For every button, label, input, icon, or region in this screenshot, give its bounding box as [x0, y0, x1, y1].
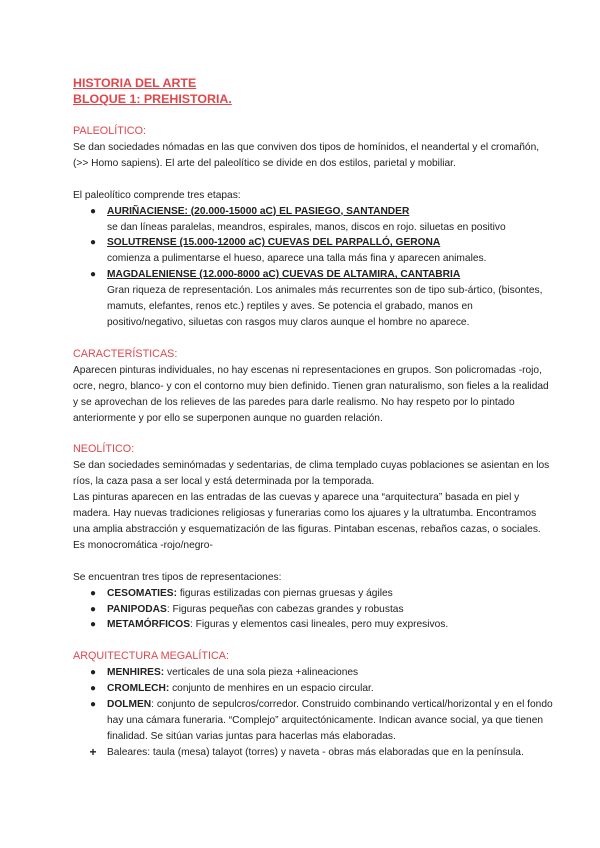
list-item: [73, 665, 553, 681]
paleolitico-stages-intro: El paleolítico comprende tres etapas:: [73, 189, 241, 201]
list-item: [73, 204, 553, 236]
section-neolitico: [73, 442, 553, 633]
type-term: CESOMATIES:: [107, 587, 177, 599]
item-term: MENHIRES:: [107, 667, 165, 679]
stage-name: AURIÑACIENSE: (20.000-15000 aC) EL PASIEGO, SANTANDER: [107, 205, 410, 217]
type-description: figuras estilizadas con piernas gruesas y ágiles: [177, 587, 393, 599]
title-line-2: BLOQUE 1: PREHISTORIA.: [73, 92, 232, 106]
list-item: [73, 267, 553, 331]
list-item: [73, 617, 553, 633]
neolitico-paragraph-1: Se dan sociedades seminómadas y sedentarias, de clima templado cuyas poblaciones se asientan en los ríos, la caza pasa a ser local y está determinada por la temporada.: [73, 460, 550, 488]
stage-name: SOLUTRENSE (15.000-12000 aC) CUEVAS DEL PARPALLÓ, GERONA: [107, 237, 441, 249]
caracteristicas-text: Aparecen pinturas individuales, no hay escenas ni representaciones en grupos. Son policromadas -rojo, ocre, negro, blanco- y con el contorno muy bien definido. Tienen gran naturalismo, son fieles a la realidad y se aprovechan de los relieves de las paredes para darle realismo. No hay respeto por lo pintado anteriormente y por ello se superponen aunque no guarden relación.: [73, 364, 549, 424]
bullet-icon: ●: [89, 587, 97, 599]
bullet-icon: ●: [89, 667, 97, 679]
stage-description: comienza a pulimentarse el hueso, aparece una talla más fina y aparecen animales.: [107, 253, 487, 265]
megalitica-list: [73, 665, 553, 760]
neolitico-types-intro: Se encuentran tres tipos de representaciones:: [73, 571, 282, 583]
document-title: [73, 75, 553, 107]
item-description: verticales de una sola pieza +alineaciones: [164, 667, 359, 679]
item-description: conjunto de menhires en un espacio circular.: [169, 683, 374, 695]
paleolitico-stages-list: [73, 204, 553, 331]
heading-caracteristicas: CARACTERÍSTICAS:: [73, 347, 178, 360]
bullet-icon: ●: [89, 619, 97, 631]
plus-icon: +: [89, 744, 97, 759]
item-term: DOLMEN: [107, 699, 152, 711]
list-item: [73, 745, 553, 761]
bullet-icon: ●: [89, 269, 97, 281]
item-description: : conjunto de sepulcros/corredor. Construido combinando vertical/horizontal y en el fondo hay una cámara funeraria. “Complejo” arquitectónicamente. Indican avance social, ya que tienen finalidad. Se sitúan varias juntas para hacerlas más elaboradas.: [107, 699, 553, 742]
heading-paleolitico: PALEOLÍTICO:: [73, 125, 146, 137]
list-item: [73, 697, 553, 745]
section-paleolitico: [73, 124, 553, 331]
bullet-icon: ●: [89, 683, 97, 695]
list-item: [73, 681, 553, 697]
stage-description: Gran riqueza de representación. Los animales más recurrentes son de tipo sub-ártico, (bisontes, mamuts, elefantes, renos etc.) reptiles y aves. Se potencia el grabado, manos en positivo/negativo, siluetas con rasgos muy claros aunque el hombre no aparece.: [107, 285, 543, 328]
heading-arquitectura-megalitica: ARQUITECTURA MEGALÍTICA:: [73, 650, 229, 663]
list-item: [73, 235, 553, 267]
stage-name: MAGDALENIENSE (12.000-8000 aC) CUEVAS DE ALTAMIRA, CANTABRIA: [107, 269, 461, 281]
type-term: PANIPODAS: [107, 603, 167, 615]
baleares-item: Baleares: taula (mesa) talayot (torres) y naveta - obras más elaboradas que en la península.: [107, 746, 524, 758]
section-caracteristicas: [73, 347, 553, 427]
stage-description: se dan líneas paralelas, meandros, espirales, manos, discos en rojo. siluetas en positivo: [107, 221, 506, 233]
bullet-icon: ●: [89, 237, 97, 249]
heading-neolitico: NEOLÍTICO:: [73, 443, 135, 456]
bullet-icon: ●: [89, 603, 97, 615]
section-arquitectura-megalitica: [73, 649, 553, 760]
document-body: [73, 75, 553, 761]
item-term: CROMLECH:: [107, 683, 170, 695]
type-description: : Figuras y elementos casi lineales, pero muy expresivos.: [190, 619, 449, 631]
neolitico-types-list: [73, 586, 553, 634]
neolitico-paragraph-2: Las pinturas aparecen en las entradas de las cuevas y aparece una “arquitectura” basada en piel y madera. Hay nuevas tradiciones religiosas y funerarias como los ajuares y la ultratumba. Encontramos una amplia abstracción y esquematización de las figuras. Pintaban escenas, rebaños cazas, o sociales. Es monocromática -rojo/negro-: [73, 492, 541, 551]
list-item: [73, 602, 553, 618]
bullet-icon: ●: [89, 205, 97, 217]
type-term: METAMÓRFICOS: [107, 619, 191, 631]
title-line-1: HISTORIA DEL ARTE: [73, 76, 197, 90]
list-item: [73, 586, 553, 602]
paleolitico-intro: Se dan sociedades nómadas en las que conviven dos tipos de homínidos, el neandertal y el cromañón, (>> Homo sapiens). El arte del paleolítico se divide en dos estilos, parietal y mobiliar.: [73, 141, 540, 169]
type-description: : Figuras pequeñas con cabezas grandes y robustas: [166, 603, 404, 615]
bullet-icon: ●: [89, 699, 97, 711]
